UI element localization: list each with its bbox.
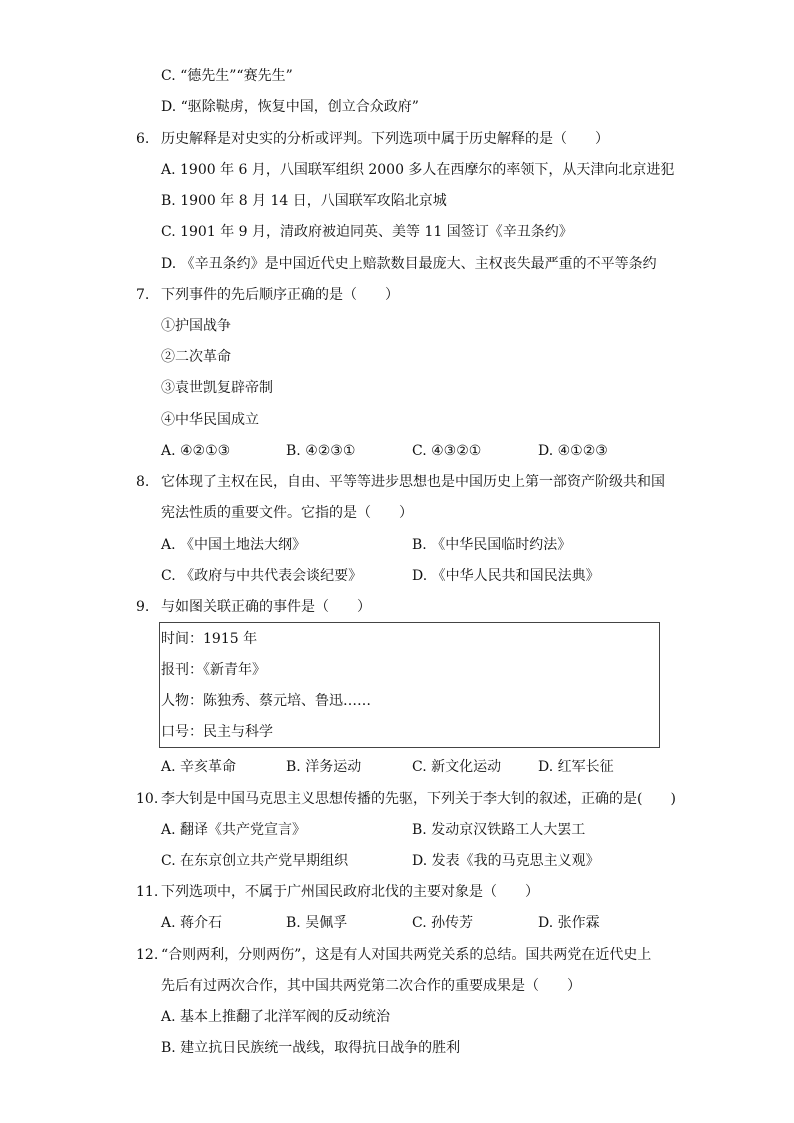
question-stem: 李大钊是中国马克思主义思想传播的先驱，下列关于李大钊的叙述，正确的是( ): [161, 791, 676, 807]
question-number: 8.: [136, 474, 150, 490]
question-number: 6.: [136, 131, 150, 147]
option-d: D. 《中华人民共和国民法典》: [412, 568, 600, 584]
question-stem: 下列事件的先后顺序正确的是（ ）: [161, 287, 399, 303]
option-a: A. 蒋介石: [161, 915, 223, 931]
option-c: C. 孙传芳: [412, 915, 474, 931]
info-box-line: 人物：陈独秀、蔡元培、鲁迅……: [161, 693, 371, 709]
option-c: C. 1901 年 9 月，清政府被迫同英、美等 11 国签订《辛丑条约》: [161, 224, 573, 240]
list-item: ②二次革命: [161, 349, 231, 365]
option-c: C. 新文化运动: [412, 759, 502, 775]
option-a: A. 《中国土地法大纲》: [161, 537, 307, 553]
option-b: B. 《中华民国临时约法》: [412, 537, 572, 553]
option-c: C. 在东京创立共产党早期组织: [161, 853, 349, 869]
option-c: C. ④③②①: [412, 443, 482, 459]
option-b: B. 1900 年 8 月 14 日，八国联军攻陷北京城: [161, 193, 447, 209]
question-stem: 与如图关联正确的事件是（ ）: [161, 599, 371, 615]
question-number: 12.: [136, 947, 159, 963]
option-d: D. 发表《我的马克思主义观》: [412, 853, 600, 869]
question-stem: 它体现了主权在民，自由、平等等进步思想也是中国历史上第一部资产阶级共和国: [161, 474, 665, 490]
option-b: B. 发动京汉铁路工人大罢工: [412, 822, 586, 838]
option-a: A. ④②①③: [161, 443, 231, 459]
option-a: A. 基本上推翻了北洋军阀的反动统治: [161, 1009, 391, 1025]
option-b: B. 建立抗日民族统一战线，取得抗日战争的胜利: [161, 1040, 461, 1056]
option-a: A. 翻译《共产党宣言》: [161, 822, 307, 838]
list-item: ①护国战争: [161, 318, 231, 334]
question-stem-continued: 先后有过两次合作，其中国共两党第二次合作的重要成果是（ ）: [161, 978, 581, 994]
option-d: D. 《辛丑条约》是中国近代史上赔款数目最庞大、主权丧失最严重的不平等条约: [161, 256, 657, 272]
info-box-line: 报刊：《新青年》: [161, 662, 266, 678]
question-number: 10.: [136, 791, 159, 807]
list-item: ③袁世凯复辟帝制: [161, 380, 273, 396]
option-b: B. 洋务运动: [286, 759, 362, 775]
info-box-line: 口号：民主与科学: [161, 724, 273, 740]
option-a: A. 1900 年 6 月，八国联军组织 2000 多人在西摩尔的率领下，从天津向北京进犯: [161, 162, 675, 178]
question-stem-continued: 宪法性质的重要文件。它指的是（ ）: [161, 505, 413, 521]
option-d: D. “驱除鞑虏，恢复中国，创立合众政府”: [161, 99, 419, 115]
option-b: B. 吴佩孚: [286, 915, 348, 931]
info-box-line: 时间：1915 年: [161, 631, 258, 647]
question-stem: 历史解释是对史实的分析或评判。下列选项中属于历史解释的是（ ）: [161, 131, 609, 147]
question-stem: “合则两利，分则两伤”，这是有人对国共两党关系的总结。国共两党在近代史上: [161, 947, 652, 963]
list-item: ④中华民国成立: [161, 412, 259, 428]
option-b: B. ④②③①: [286, 443, 356, 459]
option-c: C. “德先生”“赛先生”: [161, 68, 293, 84]
question-number: 9.: [136, 599, 150, 615]
option-d: D. 红军长征: [538, 759, 614, 775]
question-number: 11.: [136, 884, 159, 900]
option-c: C. 《政府与中共代表会谈纪要》: [161, 568, 363, 584]
question-stem: 下列选项中，不属于广州国民政府北伐的主要对象是（ ）: [161, 884, 539, 900]
question-number: 7.: [136, 287, 150, 303]
option-d: D. ④①②③: [538, 443, 608, 459]
option-a: A. 辛亥革命: [161, 759, 237, 775]
option-d: D. 张作霖: [538, 915, 600, 931]
